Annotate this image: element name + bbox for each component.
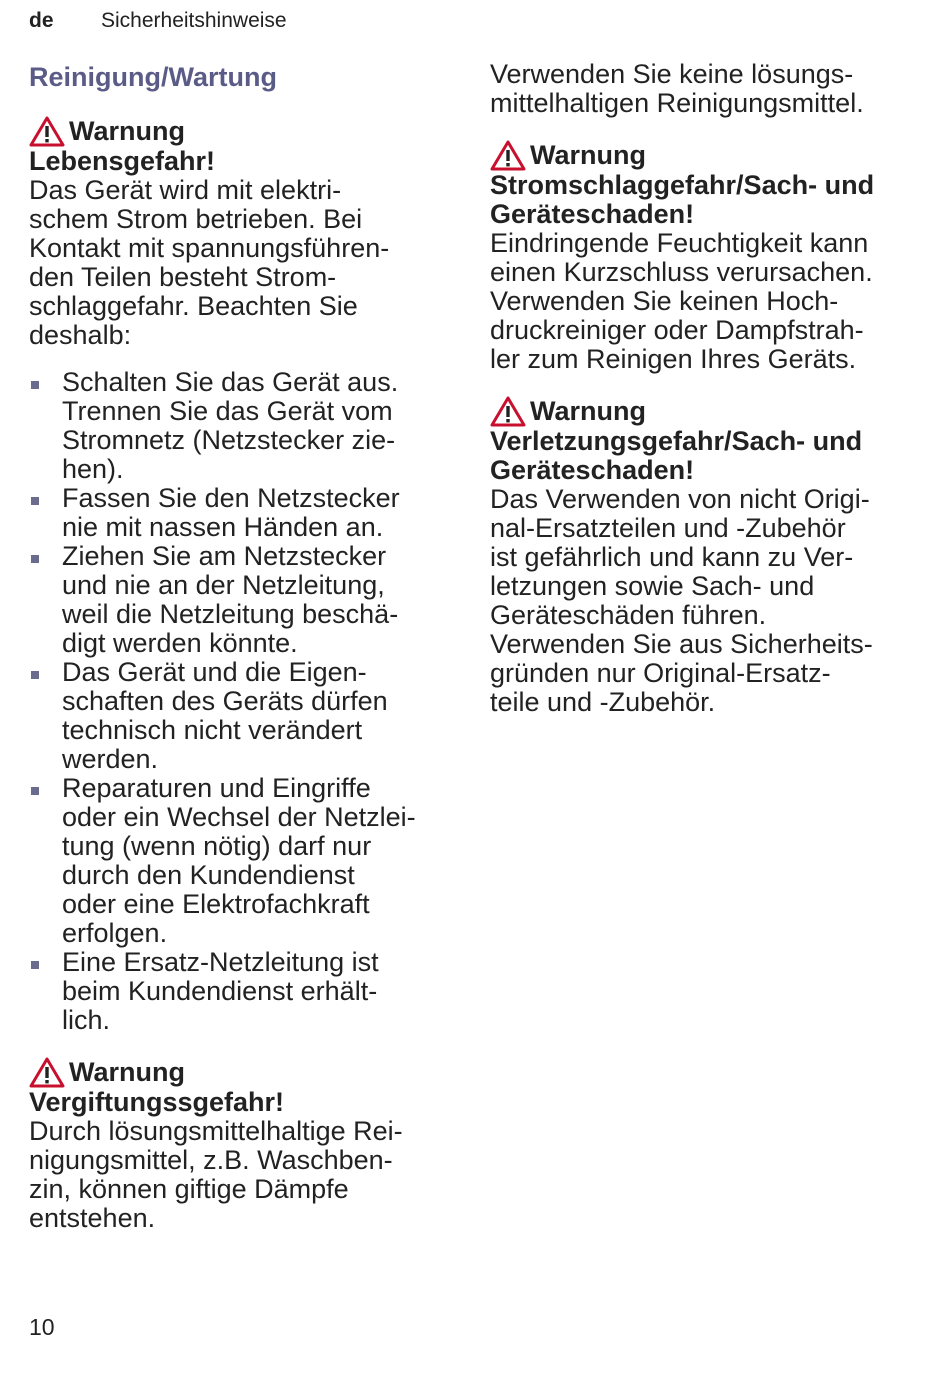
warning-subtitle: Lebensgefahr! [29,146,216,176]
warning-shock-damage [490,140,930,374]
subtitle-line: Geräteschaden! [490,455,695,485]
warning-electric-shock [29,116,459,1035]
text-line: Geräteschäden führen. [490,600,767,630]
warning-label: Warnung [69,116,185,146]
text-line: nal-Ersatzteilen und -Zubehör [490,513,846,543]
text-line: Verwenden Sie keinen Hoch- [490,286,839,316]
text-line: teile und -Zubehör. [490,687,716,717]
warning-triangle-icon [490,140,526,171]
text-line: Stromnetz (Netzstecker zie- [62,425,396,455]
warning-injury-damage [490,396,930,717]
text-line: werden. [62,744,159,774]
text-line: nie mit nassen Händen an. [62,512,384,542]
text-line: hen). [62,454,124,484]
warning-heading [29,1057,459,1088]
text-line: Fassen Sie den Netzstecker [62,483,400,513]
warning-text [29,1117,459,1233]
bullet-square-icon [31,497,39,505]
text-line: und nie an der Netzleitung, [62,570,385,600]
text-line: oder eine Elektrofachkraft [62,889,370,919]
warning-subtitle [490,171,930,229]
text-line: Schalten Sie das Gerät aus. [62,367,399,397]
warning-text [29,176,459,350]
text-line: lich. [62,1005,111,1035]
warning-label: Warnung [69,1057,185,1087]
text-line: technisch nicht verändert [62,715,363,745]
warning-triangle-icon [490,396,526,427]
text-line: Durch lösungsmittelhaltige Rei- [29,1116,403,1146]
list-item [29,948,459,1035]
warning-text [490,485,930,717]
bullet-square-icon [31,555,39,563]
subtitle-line: Verletzungsgefahr/Sach- und [490,426,863,456]
list-item [29,658,459,774]
text-line: Das Verwenden von nicht Origi- [490,484,870,514]
text-line: zin, können giftige Dämpfe [29,1174,349,1204]
text-line: deshalb: [29,320,132,350]
text-line: Trennen Sie das Gerät vom [62,396,393,426]
text-line: den Teilen besteht Strom- [29,262,337,292]
intro-text [490,60,930,118]
list-item [29,368,459,484]
text-line: tung (wenn nötig) darf nur [62,831,372,861]
text-line: Kontakt mit spannungsführen- [29,233,390,263]
warning-triangle-icon [29,116,65,147]
text-line: digt werden könnte. [62,628,298,658]
text-line: ler zum Reinigen Ihres Geräts. [490,344,857,374]
warning-text [490,229,930,374]
left-column [29,60,459,1255]
text-line: schaften des Geräts dürfen [62,686,388,716]
text-line: Das Gerät wird mit elektri- [29,175,342,205]
warning-heading [29,116,459,147]
text-line: oder ein Wechsel der Netzlei- [62,802,416,832]
subtitle-line: Geräteschaden! [490,199,695,229]
section-title: Reinigung/Wartung [29,62,277,92]
text-line: Verwenden Sie keine lösungs- [490,59,854,89]
page-header [29,8,287,34]
warning-heading [490,140,930,171]
text-line: Reparaturen und Eingriffe [62,773,371,803]
warning-poisoning [29,1057,459,1233]
warning-triangle-icon [29,1057,65,1088]
page-number: 10 [29,1314,55,1340]
text-line: Eindringende Feuchtigkeit kann [490,228,869,258]
text-line: einen Kurzschluss verursachen. [490,257,873,287]
text-line: nigungsmittel, z.B. Waschben- [29,1145,393,1175]
right-column [490,60,930,739]
text-line: letzungen sowie Sach- und [490,571,815,601]
bullet-square-icon [31,381,39,389]
text-line: weil die Netzleitung beschä- [62,599,399,629]
text-line: entstehen. [29,1203,156,1233]
text-line: Das Gerät und die Eigen- [62,657,367,687]
bullet-square-icon [31,787,39,795]
text-line: beim Kundendienst erhält- [62,976,378,1006]
text-line: schem Strom betrieben. Bei [29,204,363,234]
text-line: gründen nur Original-Ersatz- [490,658,831,688]
warning-subtitle: Vergiftungssgefahr! [29,1087,285,1117]
list-item [29,542,459,658]
subtitle-line: Stromschlaggefahr/Sach- und [490,170,875,200]
text-line: Ziehen Sie am Netzstecker [62,541,387,571]
text-line: druckreiniger oder Dampfstrah- [490,315,864,345]
warning-subtitle [490,427,930,485]
language-code: de [29,9,54,32]
warning-label: Warnung [530,140,646,170]
header-section-title: Sicherheitshinweise [101,9,287,32]
bullet-square-icon [31,961,39,969]
text-line: ist gefährlich und kann zu Ver- [490,542,854,572]
text-line: erfolgen. [62,918,168,948]
text-line: schlaggefahr. Beachten Sie [29,291,358,321]
text-line: mittelhaltigen Reinigungsmittel. [490,88,864,118]
text-line: Eine Ersatz-Netzleitung ist [62,947,379,977]
warning-label: Warnung [530,396,646,426]
text-line: Verwenden Sie aus Sicherheits- [490,629,873,659]
list-item [29,774,459,948]
warning-heading [490,396,930,427]
bullet-square-icon [31,671,39,679]
text-line: durch den Kundendienst [62,860,355,890]
list-item [29,484,459,542]
safety-bullet-list [29,368,459,1035]
